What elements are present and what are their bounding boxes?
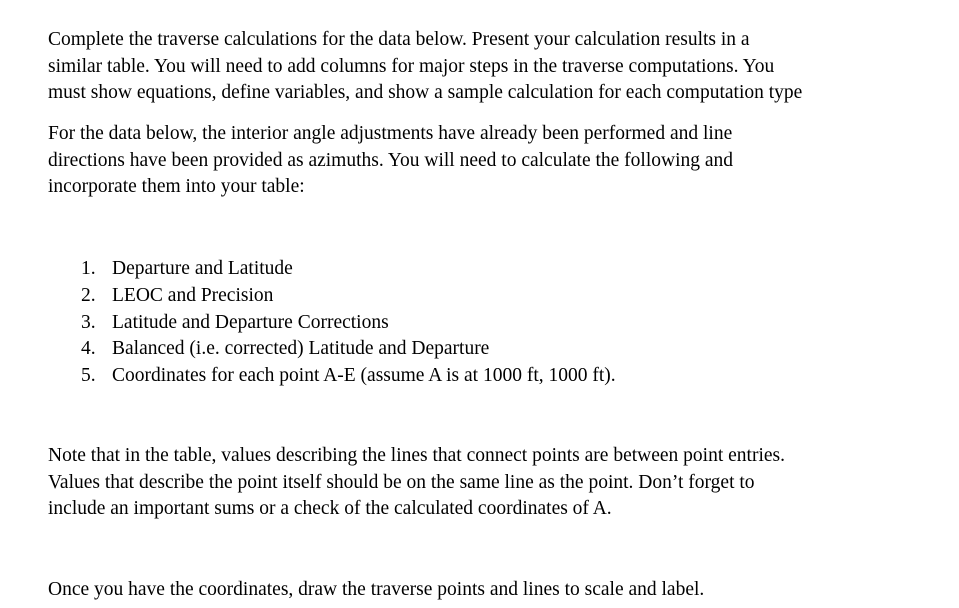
text-line: For the data below, the interior angle adjustments have already been performed and line [48,123,733,144]
text-line: Values that describe the point itself should be on the same line as the point. Don’t forget to [48,471,755,493]
task-number: 4. [81,338,96,360]
task-item [81,283,616,310]
task-text: Balanced (i.e. corrected) Latitude and Departure [112,338,490,360]
task-number: 3. [81,311,96,333]
task-item [81,256,616,283]
drawing-instruction-paragraph [48,577,704,604]
text-line: similar table. You will need to add columns for major steps in the traverse computations. You [48,55,775,77]
text-line: must show equations, define variables, and show a sample calculation for each computation type [48,82,803,103]
table-note-paragraph [48,443,785,523]
task-number: 1. [81,258,96,279]
text-line: Complete the traverse calculations for the data below. Present your calculation results in a [48,29,750,50]
task-list [81,256,616,390]
task-item [81,310,616,337]
text-line: Once you have the coordinates, draw the traverse points and lines to scale and label. [48,579,705,600]
text-line: incorporate them into your table: [48,176,305,197]
task-text: Latitude and Departure Corrections [112,311,389,333]
task-item [81,336,616,363]
data-description-paragraph [48,121,733,201]
task-item [81,363,616,390]
text-line: include an important sums or a check of the calculated coordinates of A. [48,498,612,519]
text-line: Note that in the table, values describing the lines that connect points are between point entries. [48,445,785,466]
task-text: LEOC and Precision [112,284,274,306]
task-text: Departure and Latitude [112,258,293,279]
task-number: 5. [81,365,96,387]
task-number: 2. [81,284,96,306]
text-line: directions have been provided as azimuths. You will need to calculate the following and [48,149,734,171]
instructions-paragraph [48,27,802,107]
task-text: Coordinates for each point A-E (assume A is at 1000 ft, 1000 ft). [112,365,616,387]
